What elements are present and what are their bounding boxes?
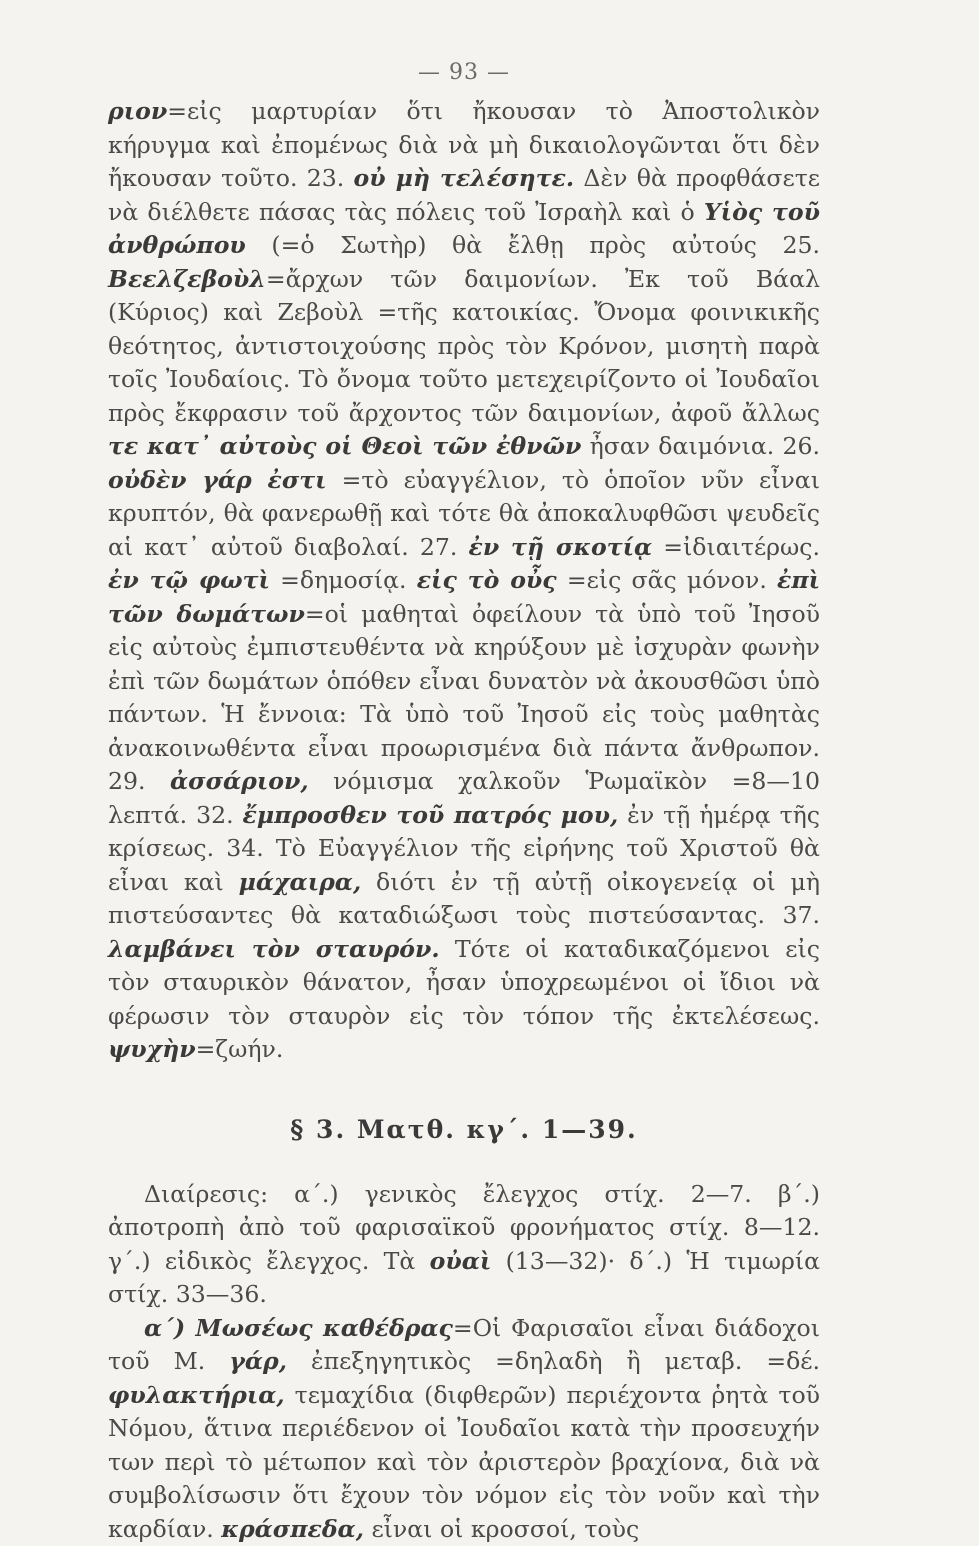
gloss: (=ὁ Σωτὴρ) θὰ ἔλθῃ πρὸς αὐτούς 25. [271, 231, 820, 259]
term: φυλακτήρια, [108, 1381, 285, 1409]
gloss: =ἄρχων τῶν δαιμονίων. Ἐκ τοῦ Βάαλ (Κύριος) καὶ Ζεβοὺλ =τῆς κατοικίας. Ὄνομα φοινικικῆς θεότητος, ἀντιστοιχούσης πρὸς τὸν Κρόνον, μισητὴ παρὰ τοῖς Ἰουδαίοις. Τὸ ὄνομα τοῦτο μετεχειρίζοντο οἱ Ἰουδαῖοι πρὸς ἔκφρασιν τοῦ ἄρχοντος τῶν δαιμονίων, ἀφοῦ ἄλλως [108, 265, 820, 427]
gloss: διότι ἐν τῇ αὐτῇ οἰκογενείᾳ οἱ μὴ πιστεύσαντες θὰ καταδιώξωσι τοὺς πιστεύσαντας. 37. [108, 868, 820, 930]
commentary-paragraph-2 [108, 1312, 820, 1546]
gloss: νόμισμα χαλκοῦν Ῥωμαϊκὸν =8—10 λεπτά. 32. [108, 767, 820, 829]
gloss: =Οἱ Φαρισαῖοι εἶναι διάδοχοι τοῦ Μ. [108, 1314, 820, 1376]
term: οὐδὲν γάρ ἐστι [108, 466, 327, 494]
gloss: (13—32)· δ΄.) Ἡ τιμωρία στίχ. 33—36. [108, 1247, 820, 1309]
term: ἐν τῷ φωτὶ [108, 566, 270, 594]
term: γάρ, [229, 1347, 287, 1375]
gloss: =ζωήν. [196, 1035, 284, 1063]
division-paragraph [108, 1178, 820, 1312]
gloss: =εἰς σᾶς μόνον. [567, 566, 767, 594]
section-heading: § 3. Ματθ. κγ΄. 1—39. [108, 1115, 820, 1144]
page [108, 60, 820, 1546]
gloss: ἐπεξηγητικὸς =δηλαδὴ ἢ μεταβ. =δέ. [311, 1347, 820, 1375]
page-number: — 93 — [108, 60, 820, 85]
term: ἔμπροσθεν τοῦ πατρός μου, [243, 801, 619, 829]
term: ἐπὶ τῶν δωμάτων [108, 566, 820, 628]
gloss: ἐν τῇ ἡμέρᾳ τῆς κρίσεως. 34. Τὸ Εὐαγγέλιον τῆς εἰρήνης τοῦ Χριστοῦ θὰ εἶναι καὶ [108, 801, 820, 896]
term: ψυχὴν [108, 1035, 196, 1063]
term: λαμβάνει τὸν σταυρόν. [108, 935, 440, 963]
term: τε κατ᾽ αὐτοὺς οἱ Θεοὶ τῶν ἐθνῶν [108, 432, 581, 460]
gloss: =τὸ εὐαγγέλιον, τὸ ὁποῖον νῦν εἶναι κρυπτόν, θὰ φανερωθῇ καὶ τότε θὰ ἀποκαλυφθῶσι ψευδεῖς αἱ κατ᾽ αὐτοῦ διαβολαί. 27. [108, 466, 820, 561]
gloss: =εἰς μαρτυρίαν ὅτι ἤκουσαν τὸ Ἀποστολικὸν κήρυγμα καὶ ἐπομένως διὰ νὰ μὴ δικαιολογῶνται ὅτι δὲν ἤκουσαν τοῦτο. 23. [108, 97, 820, 192]
gloss: =δημοσίᾳ. [280, 566, 406, 594]
term: Υἱὸς τοῦ ἀνθρώπου [108, 198, 820, 260]
gloss: Τότε οἱ καταδικαζόμενοι εἰς τὸν σταυρικὸν θάνατον, ἦσαν ὑποχρεωμένοι οἱ ἴδιοι νὰ φέρωσιν τὸν σταυρὸν εἰς τὸν τόπον τῆς ἐκτελέσεως. [108, 935, 820, 1030]
term: Βεελζεβοὺλ [108, 265, 266, 293]
term: ἀσσάριον, [170, 767, 309, 795]
gloss: =ἰδιαιτέρως. [663, 533, 820, 561]
gloss: Δὲν θὰ προφθάσετε νὰ διέλθετε πάσας τὰς πόλεις τοῦ Ἰσραὴλ καὶ ὁ [108, 164, 820, 226]
gloss: =οἱ μαθηταὶ ὀφείλουν τὰ ὑπὸ τοῦ Ἰησοῦ εἰς αὐτοὺς ἐμπιστευθέντα νὰ κηρύξουν μὲ ἰσχυρὰν φωνὴν ἐπὶ τῶν δωμάτων ὁπόθεν εἶναι δυνατὸν νὰ ἀκουσθῶσι ὑπὸ πάντων. Ἡ ἔννοια: Τὰ ὑπὸ τοῦ Ἰησοῦ εἰς τοὺς μαθητὰς ἀνακοινωθέντα εἶναι προωρισμένα διὰ πάντα ἄνθρωπον. 29. [108, 600, 820, 796]
term: μάχαιρα, [239, 868, 362, 896]
term: εἰς τὸ οὖς [417, 566, 557, 594]
gloss: Διαίρεσις: α΄.) γενικὸς ἔλεγχος στίχ. 2—7. β΄.) ἀποτροπὴ ἀπὸ τοῦ φαρισαϊκοῦ φρονήματος στίχ. 8—12. γ΄.) εἰδικὸς ἔλεγχος. Τὰ [108, 1180, 820, 1275]
gloss: εἶναι οἱ κροσσοί, τοὺς [371, 1515, 639, 1543]
gloss: ἦσαν δαιμόνια. 26. [590, 432, 820, 460]
term: οὐ μὴ τελέσητε. [354, 164, 575, 192]
term: ριον [108, 97, 167, 125]
commentary-paragraph-1 [108, 95, 820, 1067]
gloss: τεμαχίδια (διφθερῶν) περιέχοντα ῥητὰ τοῦ Νόμου, ἅτινα περιέδενον οἱ Ἰουδαῖοι κατὰ τὴν προσευχήν των περὶ τὸ μέτωπον καὶ τὸν ἀριστερὸν βραχίονα, διὰ νὰ συμβολίσωσιν ὅτι ἔχουν τὸν νόμον εἰς τὸν νοῦν καὶ τὴν καρδίαν. [108, 1381, 820, 1543]
term: α΄) Μωσέως καθέδρας [144, 1314, 453, 1342]
term: οὐαὶ [430, 1247, 492, 1275]
term: κράσπεδα, [221, 1515, 364, 1543]
term: ἐν τῇ σκοτίᾳ [469, 533, 653, 561]
